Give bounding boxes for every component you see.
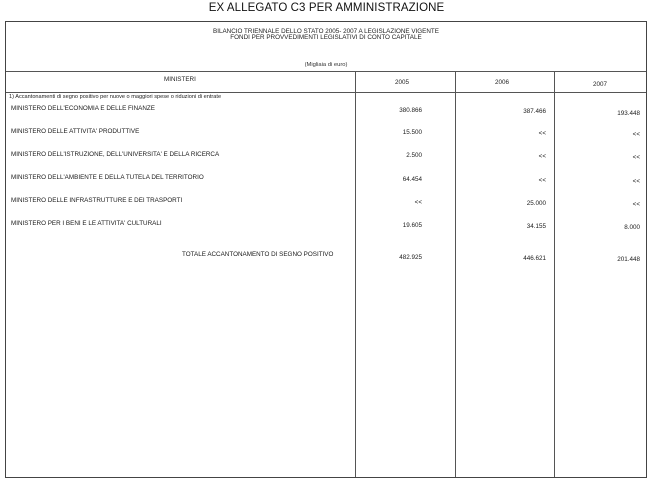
header-top-rule: [6, 71, 646, 72]
value-2006: <<: [538, 153, 546, 160]
value-2006: <<: [538, 130, 546, 137]
value-2007: <<: [632, 201, 640, 208]
row-label: MINISTERO PER I BENI E LE ATTIVITA' CULTURALI: [11, 220, 162, 227]
header-ministeri: MINISTERI: [164, 76, 196, 83]
value-2007: <<: [632, 131, 640, 138]
value-2005: 2.500: [406, 152, 422, 159]
row-label: MINISTERO DELL'ECONOMIA E DELLE FINANZE: [11, 105, 155, 112]
value-2006: <<: [538, 177, 546, 184]
value-2007: <<: [632, 178, 640, 185]
column-divider-2007: [554, 71, 555, 477]
value-2005: 15.500: [402, 129, 422, 136]
subtitle-line-2: FONDI PER PROVVEDIMENTI LEGISLATIVI DI CONTO CAPITALE: [230, 34, 422, 41]
column-divider-2006: [455, 71, 456, 477]
subtitle-line-1: BILANCIO TRIENNALE DELLO STATO 2005- 2007 A LEGISLAZIONE VIGENTE: [213, 28, 439, 35]
header-bottom-rule: [6, 92, 646, 93]
units-label: (Migliaia di euro): [304, 62, 348, 68]
value-2007: 8.000: [624, 224, 640, 231]
value-2005: <<: [414, 199, 422, 206]
value-2006: 25.000: [526, 200, 546, 207]
total-2007: 201.448: [617, 256, 640, 263]
total-2005: 482.925: [399, 254, 422, 261]
section-note: 1) Accantonamenti di segno positivo per nuove o maggiori spese o riduzioni di entrate: [9, 94, 222, 100]
column-divider-2005: [355, 71, 356, 477]
document-title: EX ALLEGATO C3 PER AMMINISTRAZIONE: [208, 2, 445, 14]
table-frame: [5, 21, 647, 478]
value-2007: <<: [632, 154, 640, 161]
header-2007: 2007: [593, 81, 608, 88]
total-2006: 446.621: [523, 255, 546, 262]
value-2005: 380.866: [399, 107, 422, 114]
value-2005: 19.605: [402, 222, 422, 229]
row-label: MINISTERO DELLE INFRASTRUTTURE E DEI TRASPORTI: [11, 197, 183, 204]
value-2007: 193.448: [617, 110, 640, 117]
row-label: MINISTERO DELL'ISTRUZIONE, DELL'UNIVERSITA' E DELLA RICERCA: [11, 151, 220, 158]
total-label: TOTALE ACCANTONAMENTO DI SEGNO POSITIVO: [182, 251, 334, 258]
value-2006: 387.466: [523, 108, 546, 115]
row-label: MINISTERO DELLE ATTIVITA' PRODUTTIVE: [11, 128, 140, 135]
header-2005: 2005: [395, 79, 410, 86]
header-2006: 2006: [495, 79, 510, 86]
value-2006: 34.155: [526, 223, 546, 230]
value-2005: 64.454: [402, 176, 422, 183]
row-label: MINISTERO DELL'AMBIENTE E DELLA TUTELA DEL TERRITORIO: [11, 174, 204, 181]
